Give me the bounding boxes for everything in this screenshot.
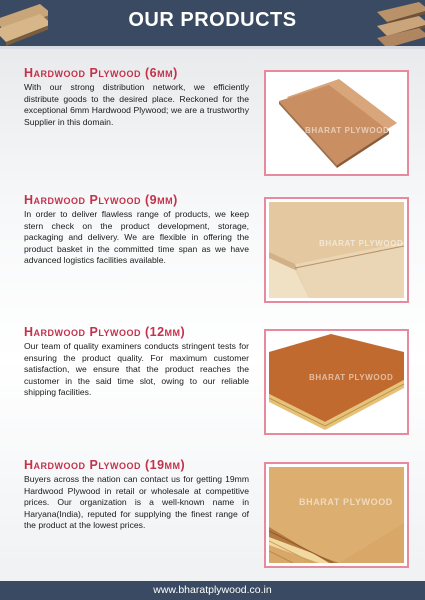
product-description: Buyers across the nation can contact us for getting 19mm Hardwood Plywood in retail or wholesale at competitive prices. Our organization is a well-known name in Haryana(India), reputed for supplying the finest range of the product at the lowest prices. [24,474,249,531]
product-section-12mm [24,325,409,450]
product-description: With our strong distribution network, we efficiently distribute goods to the desired place. Reckoned for the exceptional 6mm Hardwood Plywood; we are a trustworthy Supplier in this domain. [24,82,249,127]
product-image-frame [264,70,409,176]
page-header [0,0,425,49]
product-description: Our team of quality examiners conducts stringent tests for ensuring the product quality. For maximum customer satisfaction, we ensure that the product reaches the customer in the said time slot, owing to our reliable shipping facilities. [24,341,249,398]
product-title: Hardwood Plywood (9mm) [24,193,178,207]
product-section-9mm [24,193,409,318]
product-title: Hardwood Plywood (19mm) [24,458,186,472]
product-image-frame [264,329,409,435]
product-image-frame [264,197,409,303]
watermark-text: BHARAT PLYWOOD [305,126,390,135]
plywood-9mm-image [269,202,404,298]
product-image-frame [264,462,409,568]
product-title: Hardwood Plywood (12mm) [24,325,186,339]
watermark-text: BHARAT PLYWOOD [299,497,393,507]
product-section-6mm [24,66,409,191]
watermark-text: BHARAT PLYWOOD [319,239,404,248]
plywood-19mm-image [269,467,404,563]
page-footer [0,581,425,600]
product-description: In order to deliver flawless range of products, we keep stern check on the product development, storage, packaging and delivery. We are flexible in offering the product basket in the committed time span as we have advanced logistics facilities available. [24,209,249,266]
plywood-12mm-image [269,334,404,430]
page-title: OUR PRODUCTS [128,9,297,31]
plywood-6mm-image [269,75,404,171]
website-url[interactable]: www.bharatplywood.co.in [153,584,272,596]
plywood-sheets-corner-image [377,0,425,46]
watermark-text: BHARAT PLYWOOD [309,373,394,382]
product-section-19mm [24,458,409,583]
product-title: Hardwood Plywood (6mm) [24,66,178,80]
